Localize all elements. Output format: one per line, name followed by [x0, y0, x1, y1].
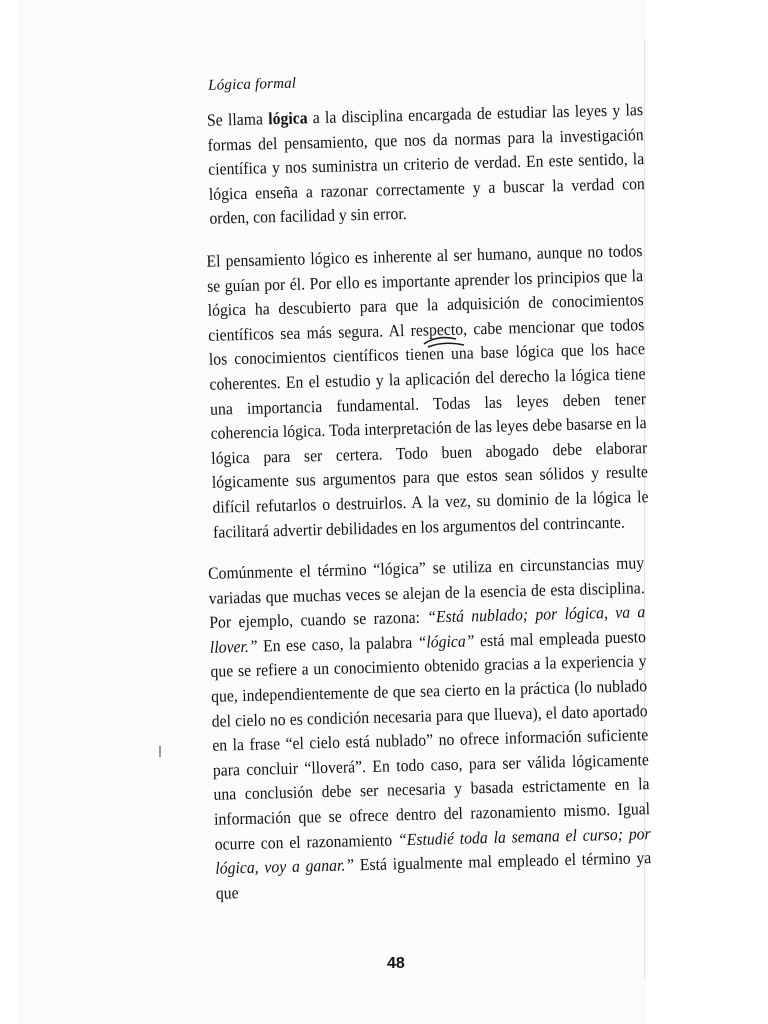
- quote-logica: “lógica”: [417, 631, 475, 652]
- running-head: Lógica formal: [207, 75, 297, 94]
- paragraph-1-lead: Se llama: [206, 109, 269, 130]
- paragraph-logical-thinking: El pensamiento lógico es inherente al ser humano, aunque no todos se guían por él. Por ello es importante aprender los principios que la lógica ha descubierto para que la adquisición de conocimientos científicos sea más segura. Al respecto, cabe mencionar que todos los conocimientos científicos tienen una base lógica que los hace coherentes. En el estudio y la aplicación del derecho la lógica tiene una importancia fundamental. Todas las leyes deben tener coherencia lógica. Toda interpretación de las leyes debe basarse en la lógica para ser certera. Todo buen abogado debe elaborar lógicamente sus argumentos para que estos sean sólidos y resulte difícil refutarlos o destruirlos. A la vez, su dominio de la lógica le facilitará advertir debilidades en los argumentos del contrincante.: [206, 241, 649, 542]
- paragraph-3-part-4: Está igualmente mal empleado el término ya que: [215, 848, 652, 903]
- bold-term-logica: lógica: [267, 108, 308, 129]
- paragraph-definition: [207, 98, 646, 232]
- paragraph-3-part-1: Comúnmente el término “lógica” se utiliza en circunstancias muy variadas que muchas veces se alejan de la esencia de esta disciplina. Por ejemplo, cuando se razona:: [207, 553, 645, 633]
- quote-nublado: “Está nublado; por lógica, va a llover.”: [209, 602, 646, 657]
- book-page: [196, 67, 652, 906]
- paragraph-1-body: a la disciplina encargada de estudiar las leyes y las formas del pensamiento, que nos da normas para la investigación científica y nos suministra un criterio de verdad. En este sentido, la lógica enseña a razonar correctamente y a buscar la verdad con orden, con facilidad y sin error.: [207, 100, 646, 229]
- paragraph-3-part-2: En ese caso, la palabra: [257, 632, 418, 656]
- margin-tick-mark: [159, 746, 161, 757]
- page-number: 48: [387, 955, 405, 972]
- paragraph-common-usage: [208, 551, 652, 906]
- paragraph-3-part-3: está mal empleada puesto que se refiere a un conocimiento obtenido gracias a la experiencia y que, independientemente de que sea cierto en la práctica (lo nublado del cielo no es condición necesaria para que llueva), el dato aportado en la frase “el cielo está nublado” no ofrece información suficiente para concluir “lloverá”. En todo caso, para ser válida lógicamente una conclusión debe ser necesaria y basada estrictamente en la información que se ofrece dentro del razonamiento mismo. Igual ocurre con el razonamiento: [210, 627, 651, 854]
- pen-scribble-mark: [422, 330, 468, 352]
- quote-estudie: “Estudié toda la semana el curso; por lógica, voy a ganar.”: [215, 823, 651, 878]
